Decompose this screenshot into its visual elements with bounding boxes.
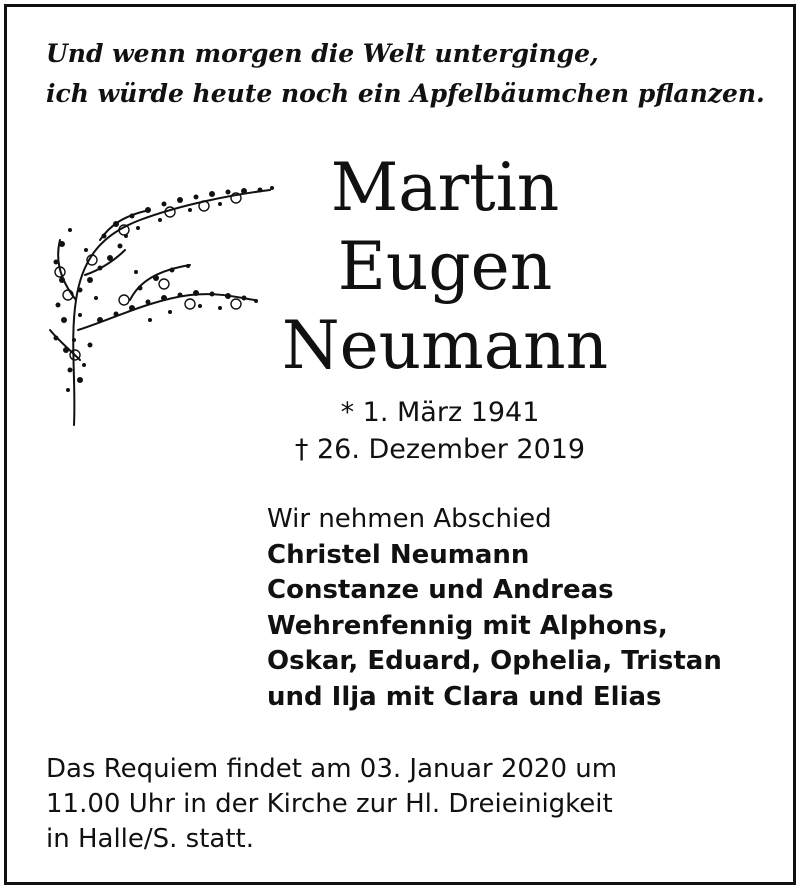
farewell-intro: Wir nehmen Abschied [267,504,552,534]
deceased-name [250,148,640,385]
requiem-line: 11.00 Uhr in der Kirche zur Hl. Dreieinigkeit [46,789,613,819]
birth-date: * 1. März 1941 [340,397,540,428]
mourner-line: Constanze und Andreas [267,575,614,605]
quote [46,34,766,114]
life-dates [270,394,610,468]
quote-line: ich würde heute noch ein Apfelbäumchen pflanzen. [46,79,765,108]
mourner-line: Christel Neumann [267,539,530,570]
mourner-line: Oskar, Eduard, Ophelia, Tristan [267,646,722,676]
quote-line: Und wenn morgen die Welt unterginge, [46,39,599,68]
requiem-line: in Halle/S. statt. [46,824,255,854]
requiem-line: Das Requiem findet am 03. Januar 2020 um [46,754,618,784]
mourner-line: Wehrenfennig mit Alphons, [267,610,668,641]
deceased-last-name: Neumann [281,307,609,384]
deceased-middle-name: Eugen [337,228,553,305]
death-date: † 26. Dezember 2019 [294,434,586,465]
mourners-block [267,502,787,715]
mourner-line: und Ilja mit Clara und Elias [267,681,662,712]
requiem-notice [46,752,766,857]
deceased-first-name: Martin [330,149,560,226]
